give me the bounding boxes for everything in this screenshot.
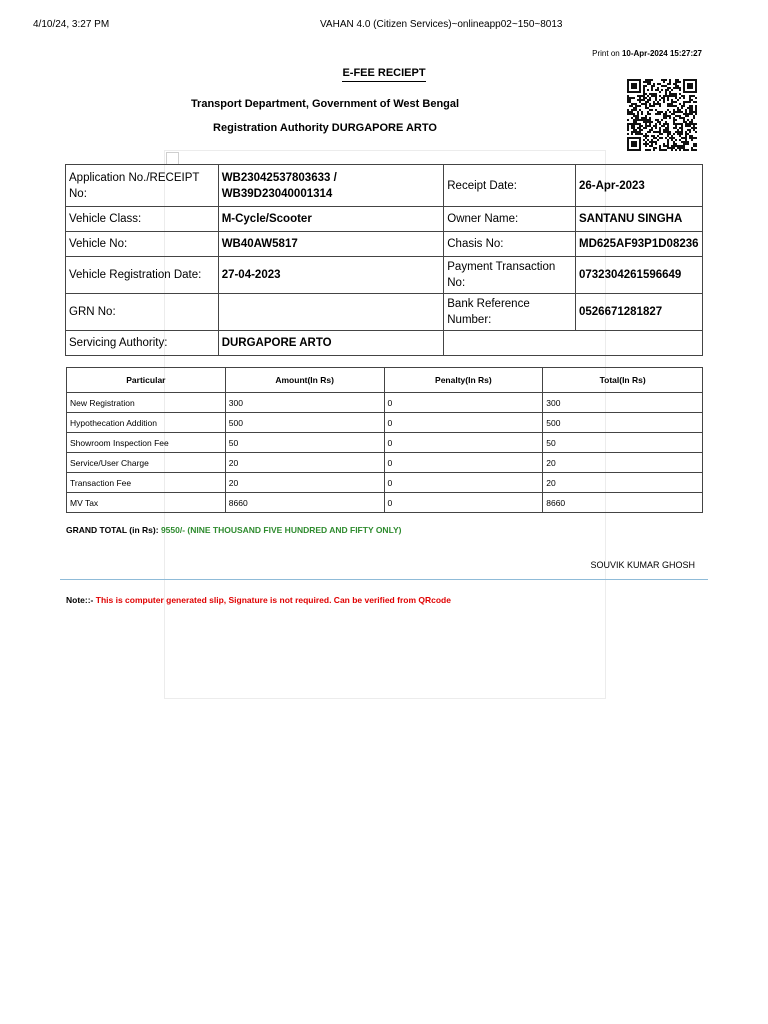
application-no-value [218,165,444,207]
table-row [67,453,703,473]
fee-penalty: 0 [384,433,543,453]
registration-authority: Registration Authority DURGAPORE ARTO [213,122,437,134]
application-no-value-line: WB23042537803633 / [221,171,337,184]
fee-amount: 500 [225,413,384,433]
details-row [66,232,703,257]
grand-total-label: GRAND TOTAL (in Rs): [66,525,159,535]
details-row [66,207,703,232]
note-text: This is computer generated slip, Signature is not required. Can be verified from QRcode [95,595,451,605]
owner-name-value: SANTANU SINGHA [575,207,702,232]
registration-date-value: 27-04-2023 [218,257,444,294]
fee-header-row [67,368,703,393]
fee-total: 20 [543,453,703,473]
servicing-authority-value: DURGAPORE ARTO [218,331,444,356]
fee-amount: 300 [225,393,384,413]
details-row [66,257,703,294]
browser-print-page-title: VAHAN 4.0 (Citizen Services)~onlineapp02~150~8013 [320,19,563,30]
column-header-penalty: Penalty(In Rs) [384,368,543,393]
fee-total: 8660 [543,493,703,513]
details-row [66,331,703,356]
fee-total: 500 [543,413,703,433]
fee-amount: 20 [225,473,384,493]
qr-code-icon [627,79,697,151]
servicing-authority-label: Servicing Authority: [66,331,219,356]
print-on-value: 10-Apr-2024 15:27:27 [621,49,702,58]
application-no-label: Application No./RECEIPT No: [66,165,219,207]
column-header-particular: Particular [67,368,226,393]
fee-amount: 20 [225,453,384,473]
table-row [67,493,703,513]
grand-total [66,525,401,535]
fee-particular: Showroom Inspection Fee [67,433,226,453]
divider [60,579,708,580]
print-on-label: Print on [592,49,620,58]
fee-total: 50 [543,433,703,453]
column-header-amount: Amount(In Rs) [225,368,384,393]
fee-amount: 8660 [225,493,384,513]
fee-particular: MV Tax [67,493,226,513]
fee-penalty: 0 [384,393,543,413]
fee-particulars-table [66,367,703,513]
empty-cell [444,331,703,356]
print-timestamp [592,49,702,58]
grand-total-value: 9550/- (NINE THOUSAND FIVE HUNDRED AND FIFTY ONLY) [160,525,402,535]
fee-penalty: 0 [384,413,543,433]
chasis-no-label: Chasis No: [444,232,576,257]
receipt-no-value-line: WB39D23040001314 [221,187,333,200]
fee-particular: New Registration [67,393,226,413]
column-header-total: Total(In Rs) [543,368,703,393]
signatory-name: SOUVIK KUMAR GHOSH [590,560,695,570]
owner-name-label: Owner Name: [444,207,576,232]
chasis-no-value: MD625AF93P1D08236 [575,232,702,257]
fee-penalty: 0 [384,453,543,473]
details-row [66,294,703,331]
receipt-details-table [65,164,703,356]
registration-date-label: Vehicle Registration Date: [66,257,219,294]
vehicle-no-value: WB40AW5817 [218,232,444,257]
fee-penalty: 0 [384,493,543,513]
table-row [67,413,703,433]
department-name: Transport Department, Government of West Bengal [190,98,460,110]
fee-particular: Hypothecation Addition [67,413,226,433]
payment-transaction-value: 0732304261596649 [575,257,702,294]
vehicle-class-label: Vehicle Class: [66,207,219,232]
fee-total: 300 [543,393,703,413]
note [66,595,451,605]
bank-reference-value: 0526671281827 [575,294,702,331]
fee-amount: 50 [225,433,384,453]
fee-particular: Service/User Charge [67,453,226,473]
table-row [67,433,703,453]
fee-total: 20 [543,473,703,493]
table-row [67,393,703,413]
receipt-date-label: Receipt Date: [444,165,576,207]
grn-no-label: GRN No: [66,294,219,331]
bank-reference-label: Bank Reference Number: [444,294,576,331]
vehicle-no-label: Vehicle No: [66,232,219,257]
details-row [66,165,703,207]
payment-transaction-label: Payment Transaction No: [444,257,576,294]
browser-print-datetime: 4/10/24, 3:27 PM [33,19,110,30]
table-row [67,473,703,493]
fee-particular: Transaction Fee [67,473,226,493]
receipt-title: E-FEE RECIEPT [342,67,425,82]
receipt-date-value: 26-Apr-2023 [575,165,702,207]
note-label: Note::- [66,595,94,605]
fee-penalty: 0 [384,473,543,493]
grn-no-value [218,294,444,331]
vehicle-class-value: M-Cycle/Scooter [218,207,444,232]
